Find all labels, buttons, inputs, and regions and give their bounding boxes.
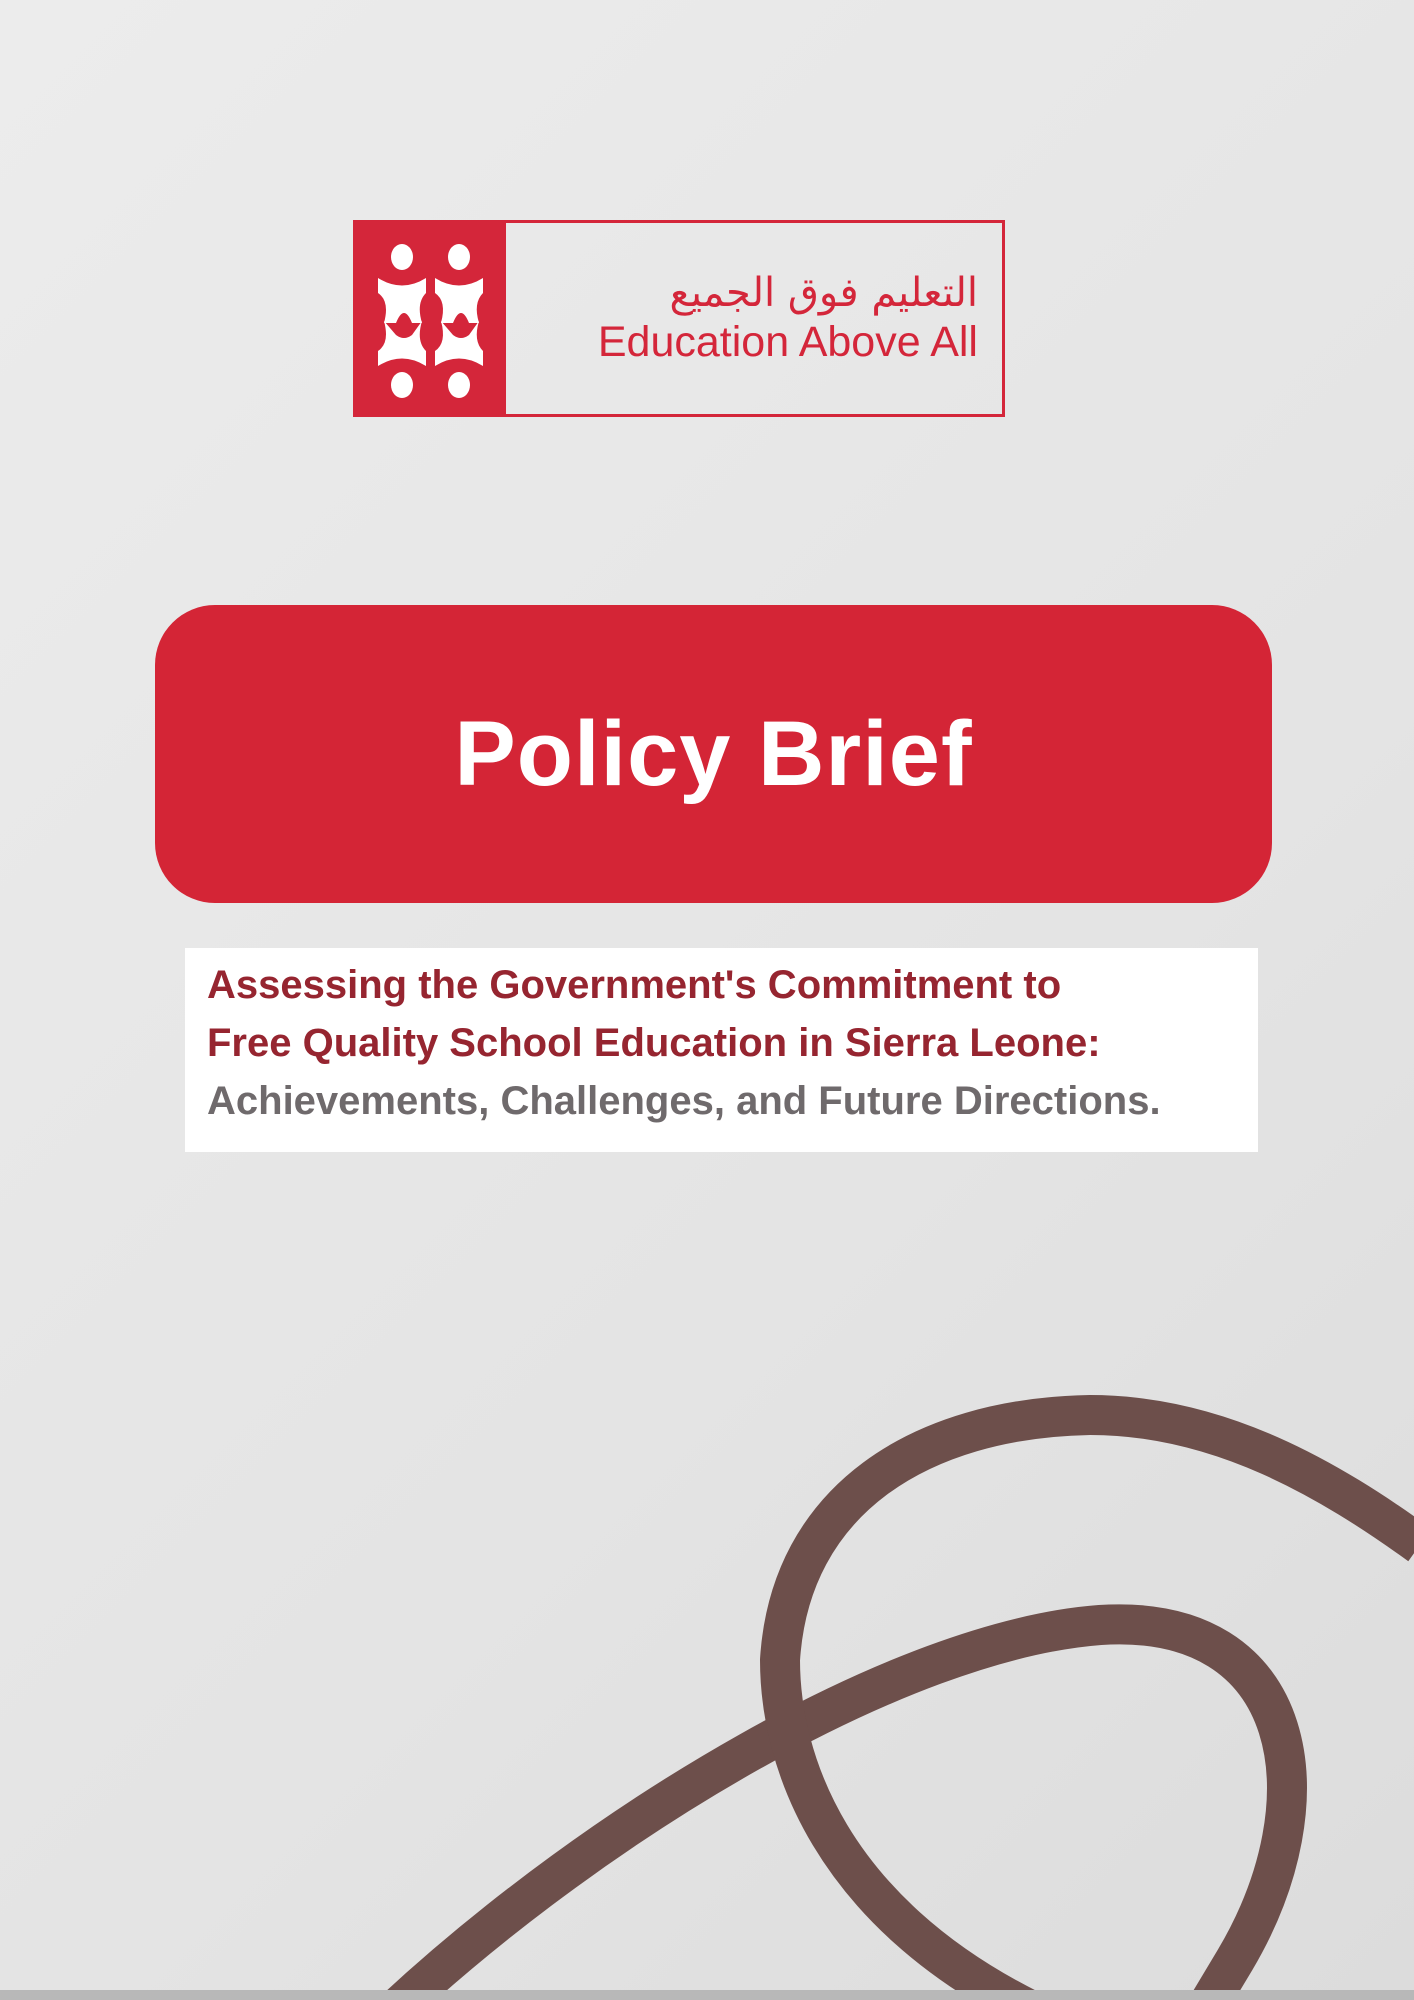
- logo-arabic-text: التعليم فوق الجميع: [669, 269, 978, 316]
- subtitle-line-3: Achievements, Challenges, and Future Directions.: [207, 1079, 1161, 1123]
- subtitle-line-2: Free Quality School Education in Sierra Leone:: [207, 1021, 1101, 1065]
- page-title: Policy Brief: [454, 702, 973, 805]
- subtitle-line-1: Assessing the Government's Commitment to: [207, 963, 1062, 1007]
- curve-loop: [395, 1624, 1287, 2000]
- logo-english-text: Education Above All: [597, 317, 978, 366]
- bottom-edge: [0, 1990, 1414, 2000]
